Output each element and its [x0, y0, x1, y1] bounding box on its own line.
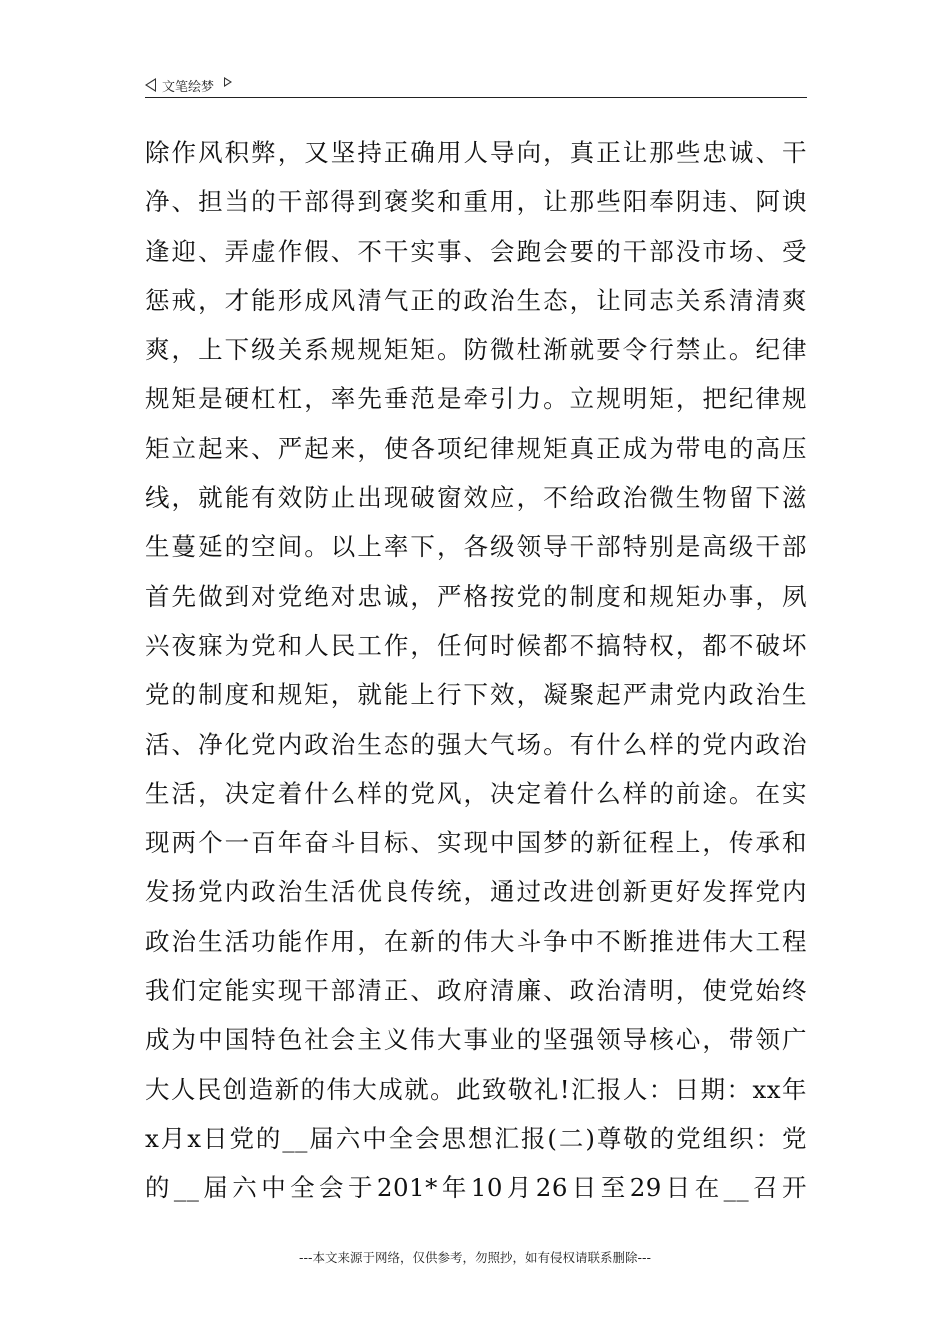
triangle-left-icon [145, 78, 156, 92]
text-line: 活、净化党内政治生态的强大气场。有什么样的党内政治 [145, 729, 807, 759]
text-line: 矩立起来、严起来，使各项纪律规矩真正成为带电的高压 [145, 433, 807, 463]
text-line: 现两个一百年奋斗目标、实现中国梦的新征程上，传承和 [145, 828, 807, 858]
header-divider [145, 97, 807, 98]
text-line: 首先做到对党绝对忠诚，严格按党的制度和规矩办事，夙 [145, 581, 807, 611]
document-body [145, 128, 807, 1213]
text-line: 兴夜寐为党和人民工作，任何时候都不搞特权，都不破坏 [145, 630, 807, 660]
text-line: 爽，上下级关系规规矩矩。防微杜渐就要令行禁止。纪律 [145, 335, 807, 365]
text-line: 规矩是硬杠杠，率先垂范是牵引力。立规明矩，把纪律规 [145, 384, 807, 414]
footer-notice: ---本文来源于网络，仅供参考，勿照抄，如有侵权请联系删除--- [298, 1250, 652, 1265]
text-line: 惩戒，才能形成风清气正的政治生态，让同志关系清清爽 [145, 285, 807, 315]
text-line: 生蔓延的空间。以上率下，各级领导干部特别是高级干部 [145, 532, 807, 562]
page-header [145, 74, 232, 96]
text-line: 党的制度和规矩，就能上行下效，凝聚起严肃党内政治生 [145, 680, 807, 710]
text-line: 的__届六中全会于201*年10月26日至29日在__召开 [145, 1173, 807, 1203]
text-line: x月x日党的__届六中全会思想汇报(二)尊敬的党组织：党 [145, 1123, 807, 1153]
text-line: 净、担当的干部得到褒奖和重用，让那些阳奉阴违、阿谀 [145, 187, 807, 217]
text-line: 我们定能实现干部清正、政府清廉、政治清明，使党始终 [145, 976, 807, 1006]
text-line: 逢迎、弄虚作假、不干实事、会跑会要的干部没市场、受 [145, 236, 807, 266]
triangle-right-icon [224, 77, 232, 87]
text-line: 大人民创造新的伟大成就。此致敬礼!汇报人：日期：xx年 [145, 1074, 807, 1104]
text-line: 生活，决定着什么样的党风，决定着什么样的前途。在实 [145, 778, 807, 808]
text-line: 除作风积弊，又坚持正确用人导向，真正让那些忠诚、干 [145, 138, 807, 167]
text-line: 发扬党内政治生活优良传统，通过改进创新更好发挥党内 [145, 877, 807, 907]
text-line: 政治生活功能作用，在新的伟大斗争中不断推进伟大工程 [145, 926, 807, 956]
header-title: 文笔绘梦 [162, 79, 215, 95]
text-line: 成为中国特色社会主义伟大事业的坚强领导核心，带领广 [145, 1025, 807, 1055]
text-line: 线，就能有效防止出现破窗效应，不给政治微生物留下滋 [145, 483, 807, 513]
